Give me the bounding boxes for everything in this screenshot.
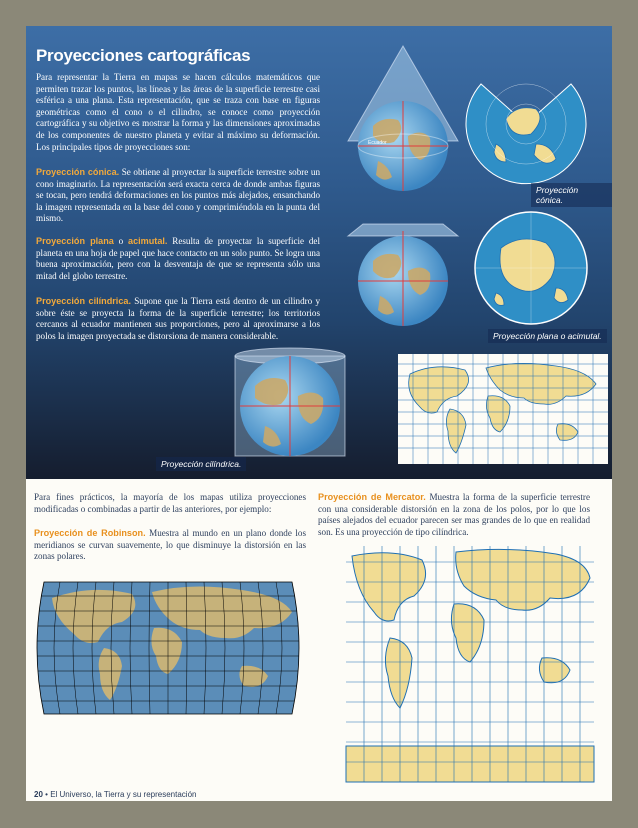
planar-paragraph <box>36 236 320 282</box>
azimuthal-caption: Proyección plana o acimutal. <box>488 329 607 343</box>
page-title: Proyecciones cartográficas <box>36 46 251 65</box>
cylindrical-caption: Proyección cilíndrica. <box>156 457 246 471</box>
cylindrical-label: Proyección cilíndrica. <box>36 296 131 306</box>
conic-text: Se obtiene al proyectar la superficie terrestre sobre un cono imaginario. La representación será exacta cerca de donde ambas figuras se tocan, pero tendrá deformaciones en los puntos más alejados, ensanchando la imagen representada en la base del cono y comprimiéndola en la punta del mismo. <box>36 167 320 224</box>
cylindrical-map <box>398 354 608 464</box>
conic-paragraph <box>36 167 320 225</box>
cylindrical-paragraph <box>36 296 320 342</box>
footer-bullet: • <box>45 790 48 799</box>
mercator-paragraph <box>318 492 590 538</box>
azimuthal-map <box>471 208 591 328</box>
robinson-paragraph <box>34 528 306 563</box>
robinson-map <box>32 578 304 718</box>
conic-label: Proyección cónica. <box>36 167 120 177</box>
planar-label: Proyección plana <box>36 236 114 246</box>
mercator-label: Proyección de Mercator. <box>318 492 426 502</box>
cylindrical-globe-illustration <box>230 341 370 471</box>
projections-panel <box>26 26 612 479</box>
conic-globe-illustration <box>338 46 468 196</box>
robinson-label: Proyección de Robinson. <box>34 528 146 538</box>
footer-text: El Universo, la Tierra y su representación <box>50 790 197 799</box>
intro-paragraph: Para representar la Tierra en mapas se hacen cálculos matemáticos que permiten trazar los puntos, las líneas y las áreas de la superficie terrestre casi esférica a una plana. Esta representación, que se traza con base en figuras geométricas como el cono o el cilindro, se conoce como proyección cartográfica y su objetivo es mostrar la forma y las dimensiones aproximadas de los componentes de nuestro planeta y evitar al máximo su deformación. Los principales tipos de proyecciones son: <box>36 72 320 152</box>
robinson-text: Muestra al mundo en un plano donde los meridianos se curvan suavemente, lo que disminuye la distorsión en las zonas polares. <box>34 528 306 562</box>
practical-paragraph: Para fines prácticos, la mayoría de los mapas utiliza proyecciones modificadas o combinadas a partir de las anteriores, por ejemplo: <box>34 492 306 514</box>
page-number: 20 <box>34 790 43 799</box>
mercator-text: Muestra la forma de la superficie terrestre con una considerable distorsión en la zona de los polos, por lo que los países alejados del ecuador parecen ser mas grandes de lo que en realidad son. Es una proyección de tipo cilíndrica. <box>318 492 590 537</box>
planar-connector: o <box>118 236 124 246</box>
planar-globe-illustration <box>338 206 468 336</box>
conic-map <box>466 64 586 184</box>
cylindrical-text: Supone que la Tierra está dentro de un cilindro y sobre éste se proyecta la forma de la superficie terrestre; los territorios cercanos al ecuador mantienen sus proporciones, pero al aproximarse a los polos la imagen proyectada se distorsiona de manera considerable. <box>36 296 320 341</box>
planar-text: Resulta de proyectar la superficie del planeta en una hoja de papel que hace contacto en un solo punto. Se logra una buena aproximación, pero con la desventaja de que se representa sólo una mitad del globo terrestre. <box>36 236 320 281</box>
mercator-map <box>346 546 594 782</box>
azimuthal-label: acimutal. <box>128 236 168 246</box>
page-footer <box>34 790 196 799</box>
conic-caption: Proyección cónica. <box>531 183 612 207</box>
conic-equator-label: Ecuador <box>368 140 387 146</box>
